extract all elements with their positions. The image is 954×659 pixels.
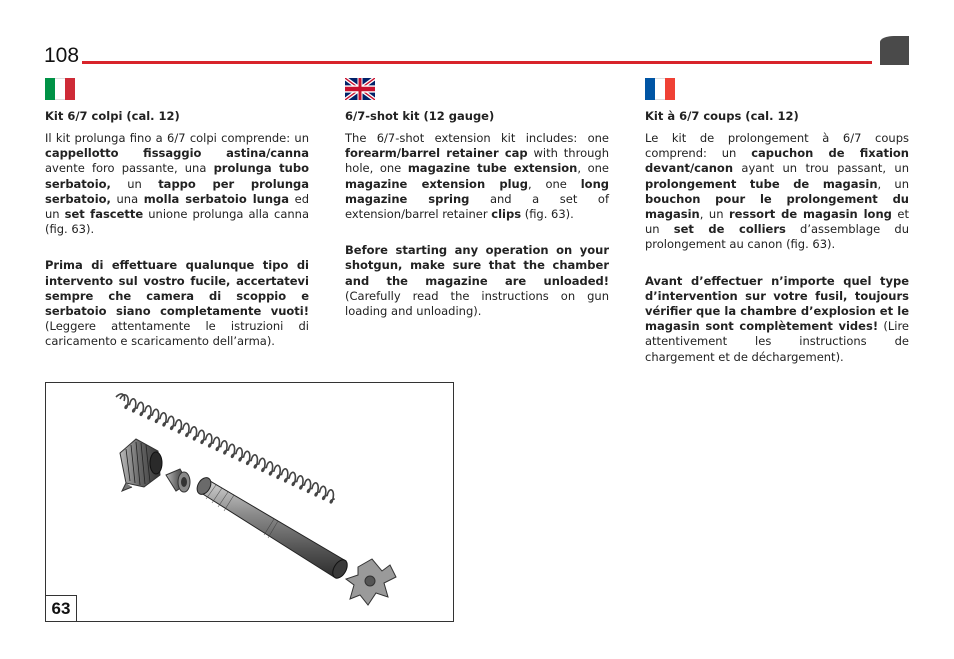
column-french bbox=[645, 78, 909, 365]
kit-parts-illustration bbox=[46, 383, 453, 621]
figure-number-label: 63 bbox=[46, 595, 77, 621]
section-title: 6/7-shot kit (12 gauge) bbox=[345, 109, 495, 123]
italian-flag-icon bbox=[45, 78, 75, 100]
safety-warning: Before starting any operation on your shotgun, make sure that the chamber and the magazine are unloaded! (Carefully read the instructions on gun loading and unloading). bbox=[345, 243, 609, 319]
page-number: 108 bbox=[44, 44, 80, 67]
header-rule bbox=[82, 61, 872, 64]
chapter-tab bbox=[880, 36, 909, 65]
safety-warning: Prima di effettuare qualunque tipo di intervento sul vostro fucile, accertatevi sempre che camera di scoppio e serbatoio siano completamente vuoti! (Leggere attentamente le istruzioni di caricamento e scaricamento dell’arma). bbox=[45, 258, 309, 349]
kit-description: The 6/7-shot extension kit includes: one forearm/barrel retainer cap with through hole, one magazine tube extension, one magazine extension plug, one long magazine spring and a set of extension/barrel retainer clips (fig. 63). bbox=[345, 131, 610, 222]
section-title: Kit à 6/7 coups (cal. 12) bbox=[645, 109, 799, 123]
safety-warning: Avant d’effectuer n’importe quel type d’intervention sur votre fusil, toujours vérifier que la chambre d’explosion et le magasin sont complètement vides! (Lire attentivement les instructions de chargement et de déchargement). bbox=[645, 273, 909, 364]
retainer-cap bbox=[120, 439, 162, 491]
magazine-tube-extension bbox=[194, 475, 350, 580]
column-italian bbox=[45, 78, 309, 350]
uk-flag-icon bbox=[345, 78, 375, 100]
section-title: Kit 6/7 colpi (cal. 12) bbox=[45, 109, 180, 123]
french-flag-icon bbox=[645, 78, 675, 100]
kit-description: Le kit de prolongement à 6/7 coups comprend: un capuchon de fixation devant/canon ayant un trou passant, un prolongement tube de magasin, un bouchon pour le prolongement du magasin, un ressort de magasin long et un set de colliers d’assemblage du prolongement au canon (fig. 63). bbox=[645, 131, 910, 252]
figure-63 bbox=[45, 382, 454, 622]
column-english bbox=[345, 78, 609, 319]
retainer-clip bbox=[346, 559, 396, 605]
kit-description: Il kit prolunga fino a 6/7 colpi comprende: un cappellotto fissaggio astina/canna avente foro passante, una prolunga tubo serbatoio, un tappo per prolunga serbatoio, una molla serbatoio lunga ed un set fascette unione prolunga alla canna (fig. 63). bbox=[45, 131, 310, 237]
extension-plug bbox=[166, 469, 190, 492]
